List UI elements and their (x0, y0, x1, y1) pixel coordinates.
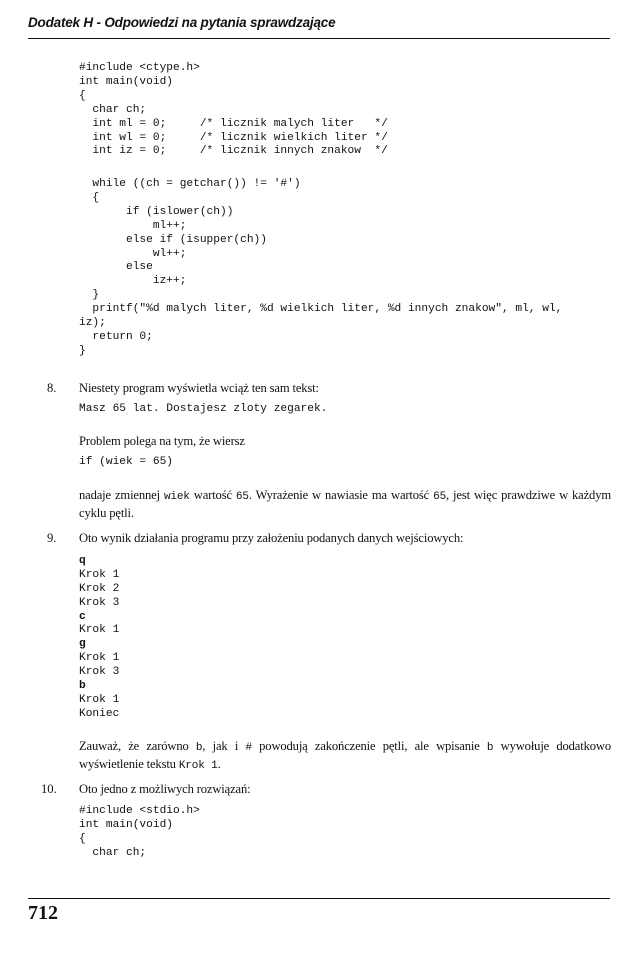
io-output-line: Koniec (79, 707, 120, 720)
inline-code-65: 65 (235, 491, 249, 503)
item-8-code-1: Masz 65 lat. Dostajesz zloty zegarek. (79, 403, 328, 415)
item-8-text-3-d: , jest więc prawdziwe w każdym cyklu pętli. (79, 488, 611, 520)
item-10-code: #include <stdio.h> int main(void) { char ch; (79, 805, 200, 859)
io-output-line: Krok 1 (79, 652, 120, 665)
item-9-text-2-e: . (217, 756, 221, 771)
inline-code-hash: # (245, 742, 252, 754)
io-output-list (79, 555, 119, 722)
inline-code-b: b (195, 742, 203, 754)
item-9-text-2-d: wywołuje dodatkowo wyświetlenie tekstu (79, 739, 611, 771)
item-9-number: 9. (47, 531, 57, 545)
item-8-number: 8. (47, 381, 57, 395)
item-8-text-3-b: wartość (189, 488, 236, 502)
io-input-line: g (79, 638, 86, 651)
item-8-text-1: Niestety program wyświetla wciąż ten sam tekst: (79, 381, 319, 395)
item-9-text-2-a: Zauważ, że zarówno (79, 739, 196, 753)
inline-code-b2: b (486, 742, 494, 754)
item-10-number: 10. (41, 782, 57, 796)
item-9-text-2 (79, 739, 611, 774)
item-8-text-3-a: nadaje zmiennej (79, 488, 164, 502)
footer-rule (28, 898, 610, 899)
item-9-text-2-c: powodują zakończenie pętli, ale wpisanie (251, 739, 487, 753)
item-8-text-2: Problem polega na tym, że wiersz (79, 434, 245, 448)
io-input-line: c (79, 610, 86, 623)
page-number: 712 (28, 902, 58, 924)
io-output-line: Krok 3 (79, 666, 120, 679)
header-title: Dodatek H - Odpowiedzi na pytania sprawdzające (28, 15, 336, 30)
io-output-line: Krok 1 (79, 693, 120, 706)
code-block-top-a: #include <ctype.h> int main(void) { char ch; int ml = 0; /* licznik malych liter */ int wl = 0; /* licznik wielkich liter */ int iz = 0; /* licznik innych znakow */ (79, 62, 388, 158)
io-output-line: Krok 1 (79, 624, 120, 637)
inline-code-65b: 65 (433, 491, 447, 503)
io-output-line: Krok 1 (79, 568, 120, 581)
item-8-code-2: if (wiek = 65) (79, 456, 173, 468)
item-9-text-1: Oto wynik działania programu przy założeniu podanych danych wejściowych: (79, 531, 464, 545)
io-output-line: Krok 2 (79, 582, 120, 595)
io-input-line: b (79, 680, 86, 693)
item-10-text-1: Oto jedno z możliwych rozwiązań: (79, 782, 251, 796)
item-8-text-3-c: . Wyrażenie w nawiasie ma wartość (248, 488, 434, 502)
io-output-line: Krok 3 (79, 596, 120, 609)
code-block-top-b: while ((ch = getchar()) != '#') { if (islower(ch)) ml++; else if (isupper(ch)) wl++; else iz++; } printf("%d malych liter, %d wielkich liter, %d innych znakow", ml, wl, iz); return 0; } (79, 178, 563, 357)
page-header (28, 12, 610, 39)
item-8-text-3 (79, 488, 611, 521)
inline-code-krok1: Krok 1 (178, 759, 218, 772)
io-input-line: q (79, 555, 86, 567)
inline-code-wiek: wiek (163, 491, 190, 503)
item-9-text-2-b: , jak i (202, 739, 246, 753)
